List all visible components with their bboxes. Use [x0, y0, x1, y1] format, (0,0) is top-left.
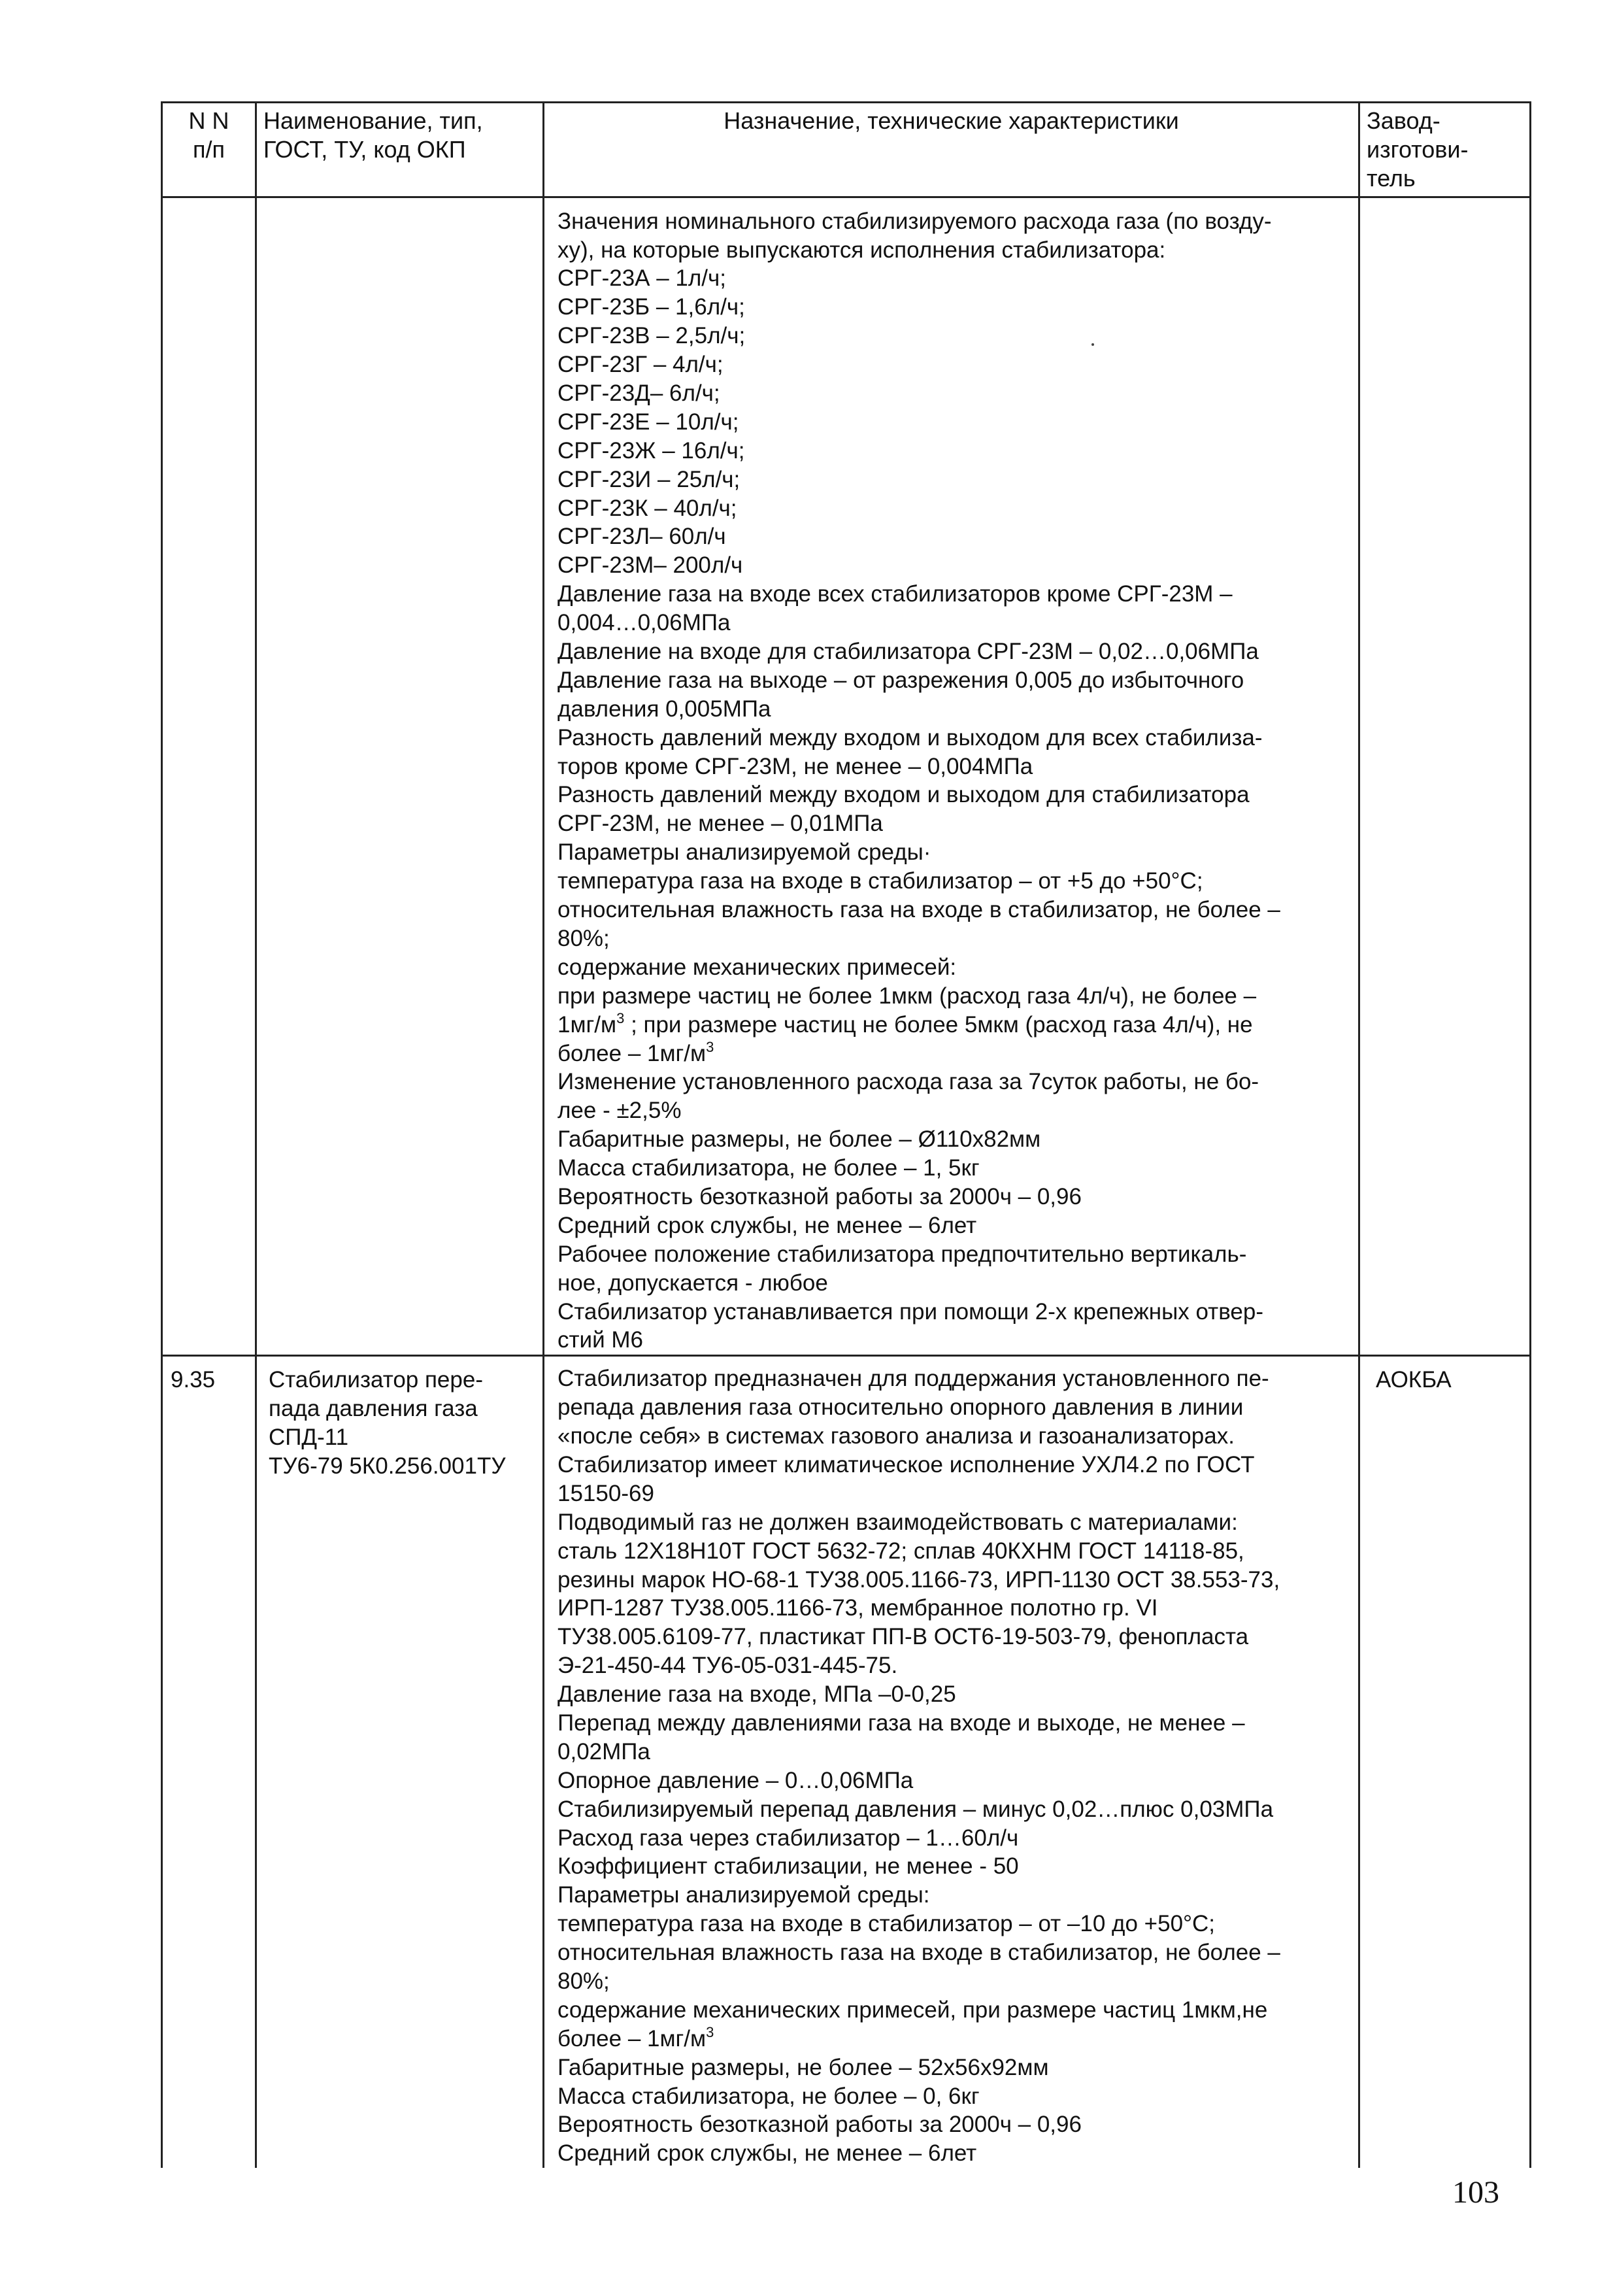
- row-number-cell: [162, 197, 256, 1356]
- text-line: Разность давлений между входом и выходом для стабилизатора: [558, 782, 1250, 808]
- text-line: ху), на которые выпускаются исполнения стабилизатора:: [558, 237, 1166, 263]
- text-line: Давление на входе для стабилизатора СРГ-23М – 0,02…0,06МПа: [558, 639, 1259, 665]
- text-line: ГОСТ, ТУ, код ОКП: [263, 135, 466, 163]
- text-line: Значения номинального стабилизируемого расхода газа (по возду-: [558, 208, 1272, 234]
- row-manufacturer-cell: [1359, 197, 1531, 1356]
- text-line: Средний срок службы, не менее – 6лет: [558, 1212, 977, 1238]
- superscript: 3: [706, 1038, 714, 1055]
- text-line: Рабочее положение стабилизатора предпочтительно вертикаль-: [558, 1241, 1247, 1267]
- text-line: ное, допускается - любое: [558, 1270, 828, 1296]
- text-line: СРГ-23Г – 4л/ч;: [558, 352, 724, 378]
- text-line: ИРП-1287 ТУ38.005.1166-73, мембранное полотно гр. VI: [558, 1595, 1158, 1621]
- text-line: Габаритные размеры, не более – 52х56х92мм: [558, 2054, 1049, 2080]
- text-line: СРГ-23М– 200л/ч: [558, 552, 743, 579]
- table-row: [162, 197, 1531, 1356]
- text-line: Стабилизатор устанавливается при помощи 2-х крепежных отвер-: [558, 1298, 1263, 1325]
- text-line: СРГ-23Б – 1,6л/ч;: [558, 294, 745, 320]
- page-number: 103: [1452, 2175, 1499, 2210]
- text-line: температура газа на входе в стабилизатор – от +5 до +50°С;: [558, 868, 1203, 894]
- text-line: Перепад между давлениями газа на входе и выходе, не менее –: [558, 1710, 1245, 1736]
- text-line: стий М6: [558, 1327, 643, 1353]
- text-line: ТУ6-79 5К0.256.001ТУ: [269, 1453, 506, 1479]
- text-line: относительная влажность газа на входе в стабилизатор, не более –: [558, 897, 1280, 923]
- text-line: 0,02МПа: [558, 1738, 650, 1764]
- text-line: Давление газа на входе, МПа –0-0,25: [558, 1681, 956, 1708]
- text-line: СРГ-23А – 1л/ч;: [558, 265, 726, 292]
- text-line: более – $1мг/м^3$: [558, 1038, 714, 1066]
- text-line: Вероятность безотказной работы за 2000ч – 0,96: [558, 2112, 1082, 2138]
- row-name-cell: [256, 197, 544, 1356]
- text-line: содержание механических примесей, при размере частиц 1мкм,не: [558, 1997, 1268, 2023]
- text-line: СРГ-23Ж – 16л/ч;: [558, 437, 745, 464]
- header-number: [162, 103, 256, 197]
- spec-table: [161, 101, 1531, 2168]
- text-line: резины марок НО-68-1 ТУ38.005.1166-73, ИРП-1130 ОСТ 38.553-73,: [558, 1566, 1280, 1593]
- text-line: СПД-11: [269, 1425, 349, 1451]
- scan-speck: [1091, 343, 1094, 346]
- text-line: Разность давлений между входом и выходом для всех стабилиза-: [558, 724, 1263, 751]
- text-line: Вероятность безотказной работы за 2000ч – 0,96: [558, 1183, 1082, 1209]
- text-line: ТУ38.005.6109-77, пластикат ПП-В ОСТ6-19-503-79, фенопласта: [558, 1624, 1249, 1650]
- text-line: СРГ-23В – 2,5л/ч;: [558, 323, 746, 349]
- text-line: тель: [1367, 164, 1416, 192]
- text-line: Габаритные размеры, не более – Ø110х82мм: [558, 1126, 1041, 1153]
- text-line: Э-21-450-44 ТУ6-05-031-445-75.: [558, 1653, 898, 1679]
- text-line: АОКБА: [1376, 1367, 1452, 1393]
- text-line: температура газа на входе в стабилизатор – от –10 до +50°С;: [558, 1911, 1216, 1937]
- row-description-cell: [544, 1356, 1359, 2168]
- text-line: Расход газа через стабилизатор – 1…60л/ч: [558, 1825, 1019, 1851]
- header-name: [256, 103, 544, 197]
- text-line: Назначение, технические характеристики: [724, 107, 1179, 134]
- text-line: 0,004…0,06МПа: [558, 610, 731, 636]
- text-line: 9.35: [171, 1367, 216, 1393]
- text-line: СРГ-23М, не менее – 0,01МПа: [558, 811, 883, 837]
- text-line: Изменение установленного расхода газа за 7суток работы, не бо-: [558, 1069, 1259, 1095]
- text-line: Параметры анализируемой среды·: [558, 839, 931, 866]
- text-line: СРГ-23Л– 60л/ч: [558, 524, 726, 550]
- text-line: пада давления газа: [269, 1396, 478, 1422]
- text-line: при размере частиц не более 1мкм (расход газа 4л/ч), не более –: [558, 983, 1257, 1009]
- text-line: «после себя» в системах газового анализа и газоанализаторах.: [558, 1423, 1235, 1449]
- text-line: лее - ±2,5%: [558, 1098, 682, 1124]
- text-line: СРГ-23Е – 10л/ч;: [558, 409, 739, 435]
- text-line: СРГ-23Д– 6л/ч;: [558, 380, 720, 407]
- table-row: [162, 1356, 1531, 2168]
- text-line: N N: [188, 107, 229, 134]
- text-line: Завод-: [1367, 107, 1440, 134]
- text-line: торов кроме СРГ-23М, не менее – 0,004МПа: [558, 753, 1033, 779]
- text-line: Масса стабилизатора, не более – 1, 5кг: [558, 1155, 980, 1181]
- row-manufacturer-cell: [1359, 1356, 1531, 2168]
- text-line: Коэффициент стабилизации, не менее - 50: [558, 1853, 1019, 1880]
- text-line: Средний срок службы, не менее – 6лет: [558, 2140, 977, 2167]
- text-line: Давление газа на выходе – от разрежения 0,005 до избыточного: [558, 667, 1244, 693]
- text-line: сталь 12Х18Н10Т ГОСТ 5632-72; сплав 40КХНМ ГОСТ 14118-85,: [558, 1538, 1244, 1564]
- text-line: Опорное давление – 0…0,06МПа: [558, 1767, 914, 1793]
- text-line: Стабилизатор предназначен для поддержания установленного пе-: [558, 1366, 1269, 1392]
- text-line: изготови-: [1367, 135, 1469, 163]
- text-line: Стабилизируемый перепад давления – минус 0,02…плюс 0,03МПа: [558, 1796, 1274, 1822]
- superscript: 3: [616, 1009, 625, 1026]
- text-line: репада давления газа относительно опорного давления в линии: [558, 1394, 1244, 1421]
- text-line: $1мг/м^3$ ; при размере частиц не более 5мкм (расход газа 4л/ч), не: [558, 1009, 1253, 1038]
- text-line: Подводимый газ не должен взаимодействовать с материалами:: [558, 1509, 1238, 1535]
- text-line: Наименование, тип,: [263, 107, 483, 134]
- header-purpose: [544, 103, 1359, 197]
- text-line: Стабилизатор пере-: [269, 1367, 483, 1393]
- text-line: Параметры анализируемой среды:: [558, 1882, 930, 1908]
- text-line: СРГ-23К – 40л/ч;: [558, 495, 737, 521]
- text-line: более – $1мг/м^3$: [558, 2023, 714, 2051]
- text-line: 80%;: [558, 1968, 610, 1994]
- superscript: 3: [706, 2023, 714, 2040]
- row-name-cell: [256, 1356, 544, 2168]
- text-line: п/п: [193, 135, 225, 163]
- table-header-row: [162, 103, 1531, 197]
- text-line: относительная влажность газа на входе в стабилизатор, не более –: [558, 1940, 1280, 1966]
- text-line: Стабилизатор имеет климатическое исполнение УХЛ4.2 по ГОСТ: [558, 1451, 1255, 1477]
- text-line: Масса стабилизатора, не более – 0, 6кг: [558, 2083, 980, 2109]
- text-line: 80%;: [558, 925, 610, 951]
- text-line: давления 0,005МПа: [558, 696, 771, 722]
- text-line: СРГ-23И – 25л/ч;: [558, 466, 741, 492]
- text-line: 15150-69: [558, 1480, 654, 1506]
- row-number-cell: [162, 1356, 256, 2168]
- row-description-cell: [544, 197, 1359, 1356]
- header-manufacturer: [1359, 103, 1531, 197]
- text-line: Давление газа на входе всех стабилизаторов кроме СРГ-23М –: [558, 581, 1233, 607]
- text-line: содержание механических примесей:: [558, 954, 957, 980]
